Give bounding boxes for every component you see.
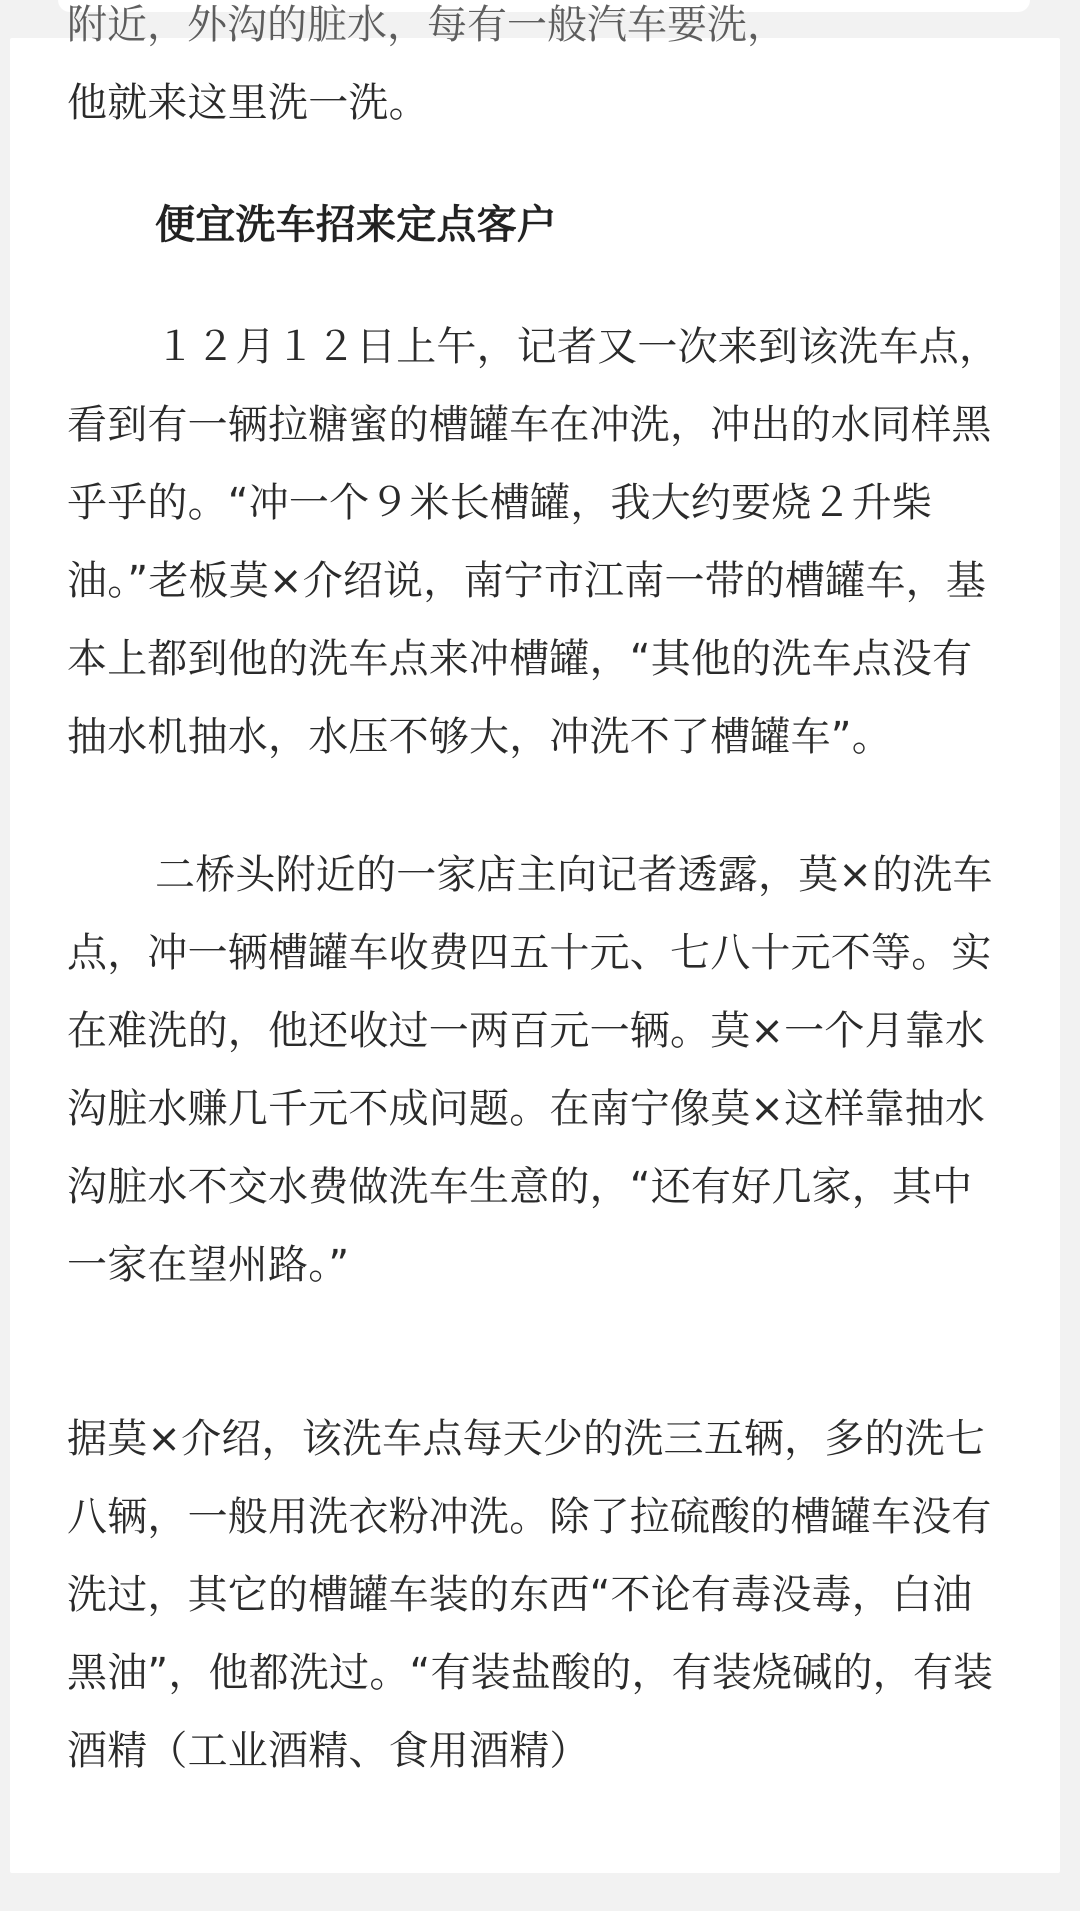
bottom-strip [0, 1873, 1080, 1911]
paragraph-4: 据莫×介绍，该洗车点每天少的洗三五辆，多的洗七八辆，一般用洗衣粉冲洗。除了拉硫酸的槽罐车没有洗过，其它的槽罐车装的东西“不论有毒没毒，白油黑油”，他都洗过。“有装盐酸的，有装烧碱的，有装酒精（工业酒精、食用酒精） [67, 1416, 994, 1774]
paragraph-3: 二桥头附近的一家店主向记者透露，莫×的洗车点，冲一辆槽罐车收费四五十元、七八十元不等。实在难洗的，他还收过一两百元一辆。莫×一个月靠水沟脏水赚几千元不成问题。在南宁像莫×这样靠抽水沟脏水不交水费做洗车生意的，“还有好几家，其中一家在望州路。” [67, 852, 993, 1288]
paragraph-2: １２月１２日上午，记者又一次来到该洗车点，看到有一辆拉糖蜜的槽罐车在冲洗，冲出的水同样黑乎乎的。“冲一个９米长槽罐，我大约要烧２升柴油。”老板莫×介绍说，南宁市江南一带的槽罐车，基本上都到他的洗车点来冲槽罐，“其他的洗车点没有抽水机抽水，水压不够大，冲洗不了槽罐车”。 [67, 324, 1000, 760]
article-body [67, 64, 1007, 1790]
paragraph-1-tail: 他就来这里洗一洗。 [67, 80, 429, 126]
clipped-top-line: 附近，外沟的脏水，每有一般汽车要洗， [67, 2, 787, 48]
article-card [10, 2, 1060, 1873]
section-heading: 便宜洗车招来定点客户 [155, 202, 557, 248]
